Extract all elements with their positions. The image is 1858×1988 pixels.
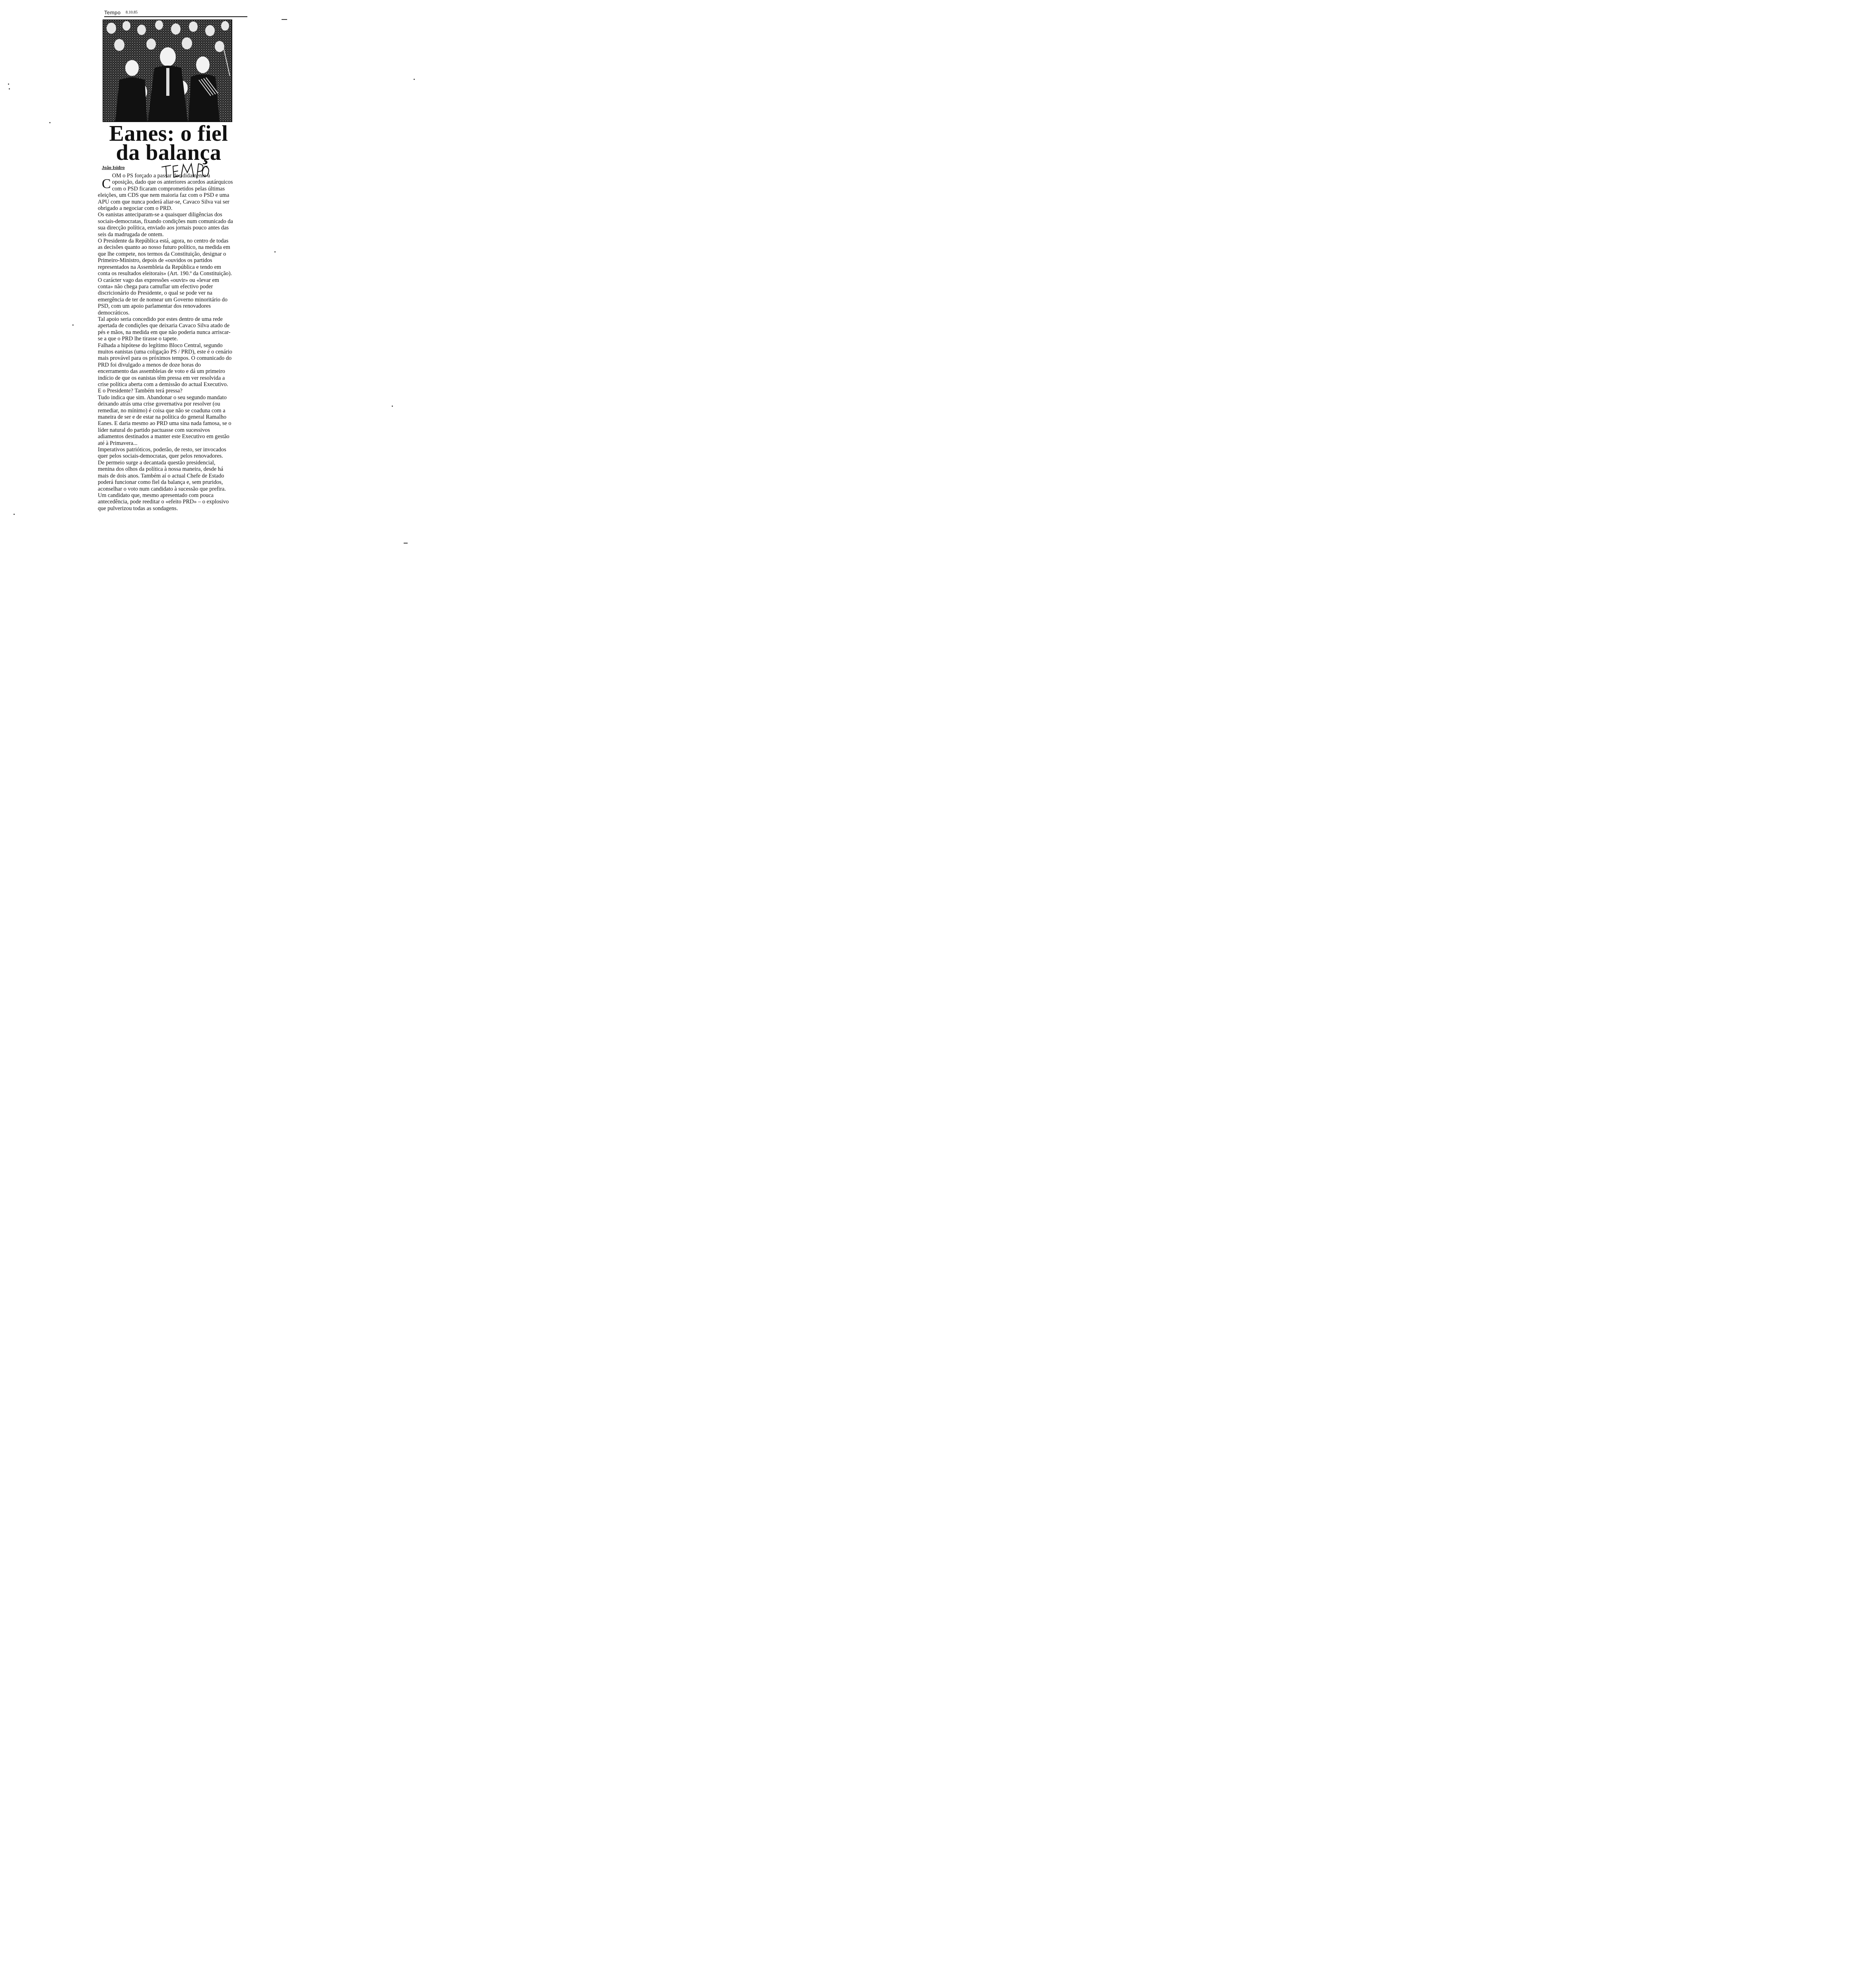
scan-speck bbox=[49, 122, 51, 123]
scan-speck bbox=[72, 324, 74, 326]
drop-cap: C bbox=[102, 177, 111, 191]
first-paragraph-text: OM o PS forçado a passar decididamente à oposição, dado que os anteriores acordos autárquicos com o PSD ficaram comprometidos pelas últimas eleições, um CDS que nem maioria faz com o PSD e uma APU com que nunca poderá aliar-se, Cavaco Silva vai ser obrigado a negociar com o PRD. bbox=[98, 173, 233, 212]
scan-speck bbox=[404, 543, 408, 544]
clipping-header bbox=[104, 7, 247, 17]
article-paragraph: De permeio surge a decantada questão presidencial, menina dos olhos da política à nossa maneira, desde há mais de dois anos. Também aí o actual Chefe de Estado poderá funcionar como fiel da balança e, sem pruridos, aconselhar o voto num candidato à sucessão que prefira. bbox=[98, 459, 226, 492]
header-rule bbox=[104, 16, 247, 17]
publication-name: Tempo bbox=[104, 10, 121, 16]
scan-speck bbox=[282, 19, 287, 20]
author-byline: João Isidro bbox=[102, 165, 125, 170]
article-paragraph: Tal apoio seria concedido por estes dentro de uma rede apertada de condições que deixaria Cavaco Silva atado de pés e mãos, na medida em que não poderia nunca arriscar-se a que o PRD lhe tirasse o tapete. bbox=[98, 316, 231, 342]
headline-line-2: da balança bbox=[116, 140, 222, 165]
crowd-photo-graphic bbox=[103, 20, 231, 121]
publication-date: 8.10.85 bbox=[126, 10, 138, 15]
article-paragraph: Imperativos patrióticos, poderão, de resto, ser invocados quer pelos sociais-democratas, quer pelos renovadores. bbox=[98, 447, 226, 460]
headline bbox=[105, 121, 232, 165]
scan-speck bbox=[8, 83, 9, 85]
scan-speck bbox=[14, 514, 15, 515]
article-paragraph: Falhada a hipótese do legítimo Bloco Central, segundo muitos eanistas (uma coligação PS / PRD), este é o cenário mais provável para os próximos tempos. O comunicado do PRD foi divulgado a menos de doze horas do encerramento das assembleias de voto e dá um primeiro indício de que os eanistas têm pressa em ver resolvida a crise política aberta com a demissão do actual Executivo. bbox=[98, 342, 232, 388]
article-body bbox=[98, 173, 233, 512]
scan-speck bbox=[414, 79, 415, 80]
news-photo bbox=[103, 19, 232, 122]
article-paragraph: Os eanistas anteciparam-se a quaisquer diligências dos sociais-democratas, fixando condições num comunicado da sua direcção política, enviado aos jornais pouco antes das seis da madrugada de ontem. bbox=[98, 212, 233, 238]
scan-speck bbox=[392, 406, 393, 407]
article-first-paragraph bbox=[98, 173, 233, 212]
headline-line-1: Eanes: o fiel bbox=[109, 121, 228, 146]
scan-speck bbox=[9, 88, 10, 89]
article-paragraph: Tudo indica que sim. Abandonar o seu segundo mandato deixando atrás uma crise governativa por resolver (ou remediar, no mínimo) é coisa que não se coaduna com a maneira de ser e de estar na política do general Ramalho Eanes. E daria mesmo ao PRD uma sina nada famosa, se o líder natural do partido pactuasse com sucessivos adiamentos destinados a manter este Executivo em gestão até à Primavera... bbox=[98, 394, 231, 447]
article-paragraph: Um candidato que, mesmo apresentado com pouca antecedência, pode reeditar o «efeito PRD» – o explosivo que pulverizou todas as sondagens. bbox=[98, 492, 229, 512]
article-paragraph: E o Presidente? Também terá pressa? bbox=[98, 388, 183, 394]
scan-speck bbox=[274, 251, 276, 252]
article-paragraph: O Presidente da República está, agora, no centro de todas as decisões quanto ao nosso futuro político, na medida em que lhe compete, nos termos da Constituição, designar o Primeiro-Ministro, depois de «ouvidos os partidos representados na Assembleia da República e tendo em conta os resultados eleitorais» (Art. 190.º da Constituição). O carácter vago das expressões «ouvir» ou «levar em conta» não chega para camuflar um efectivo poder discricionário do Presidente, o qual se pode ver na emergência de ter de nomear um Governo minoritário do PSD, com um apoio parlamentar dos renovadores democráticos. bbox=[98, 238, 232, 316]
